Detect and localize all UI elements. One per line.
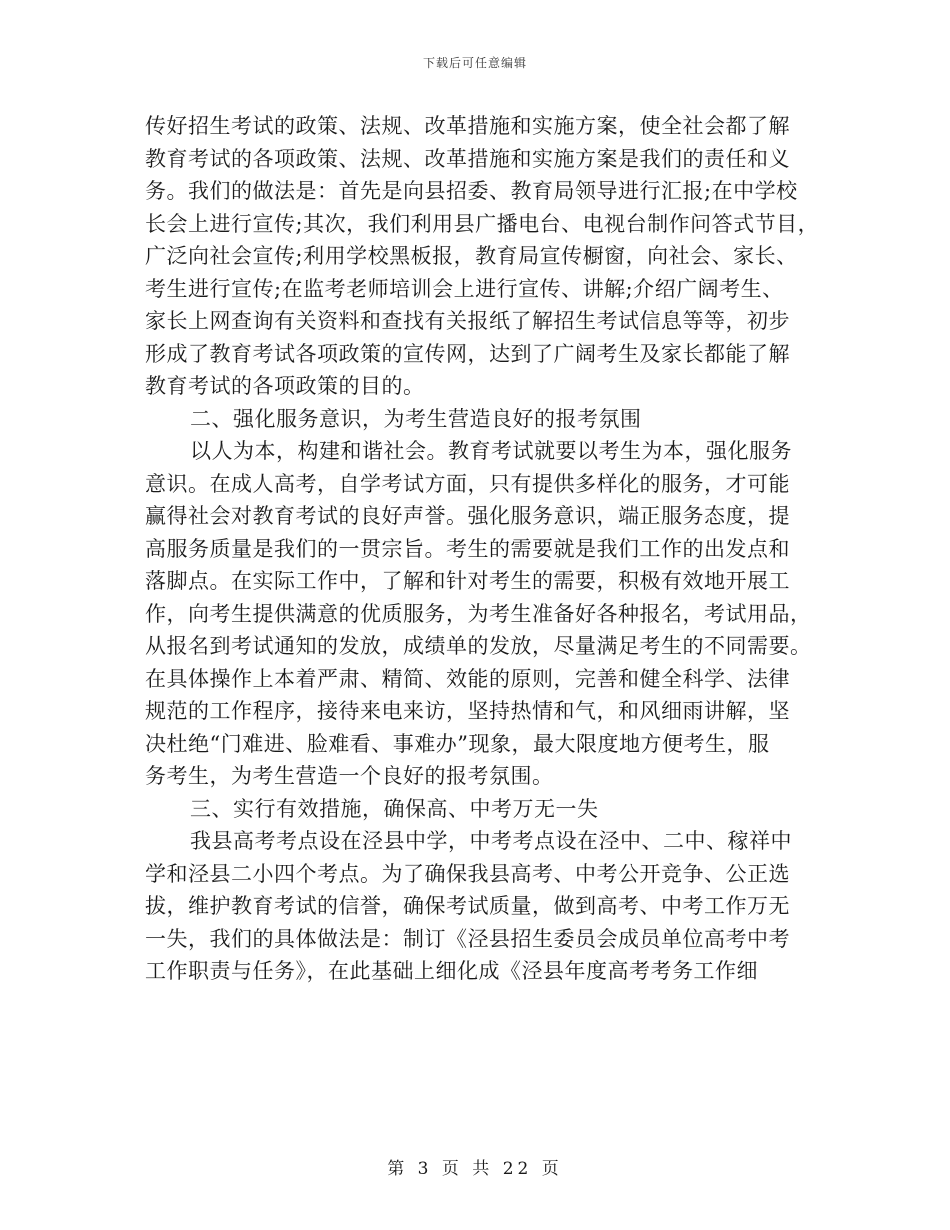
text-line: 作，向考生提供满意的优质服务，为考生准备好各种报名，考试用品， [145, 601, 812, 626]
text-line: 拔，维护教育考试的信誉，确保考试质量，做到高考、中考工作万无 [145, 894, 790, 918]
text-line: 二、强化服务意识，为考生营造良好的报考氛围 [190, 406, 642, 431]
text-line: 以人为本，构建和谐社会。教育考试就要以考生为本，强化服务 [190, 439, 792, 463]
text-line: 教育考试的各项政策、法规、改革措施和实施方案是我们的责任和义 [145, 146, 790, 171]
text-line: 三、实行有效措施，确保高、中考万无一失 [190, 796, 599, 821]
text-line: 广泛向社会宣传;利用学校黑板报，教育局宣传橱窗，向社会、家长、 [145, 244, 798, 268]
page-header: 下载后可任意编辑 [422, 56, 527, 70]
text-line: 一失，我们的具体做法是：制订《泾县招生委员会成员单位高考中考 [145, 926, 790, 951]
text-line: 长会上进行宣传;其次，我们利用县广播电台、电视台制作问答式节目， [145, 211, 820, 236]
text-line: 规范的工作程序，接待来电来访，坚持热情和气，和风细雨讲解，坚 [145, 699, 790, 723]
text-line: 我县高考考点设在泾县中学，中考考点设在泾中、二中、稼祥中 [190, 829, 792, 853]
text-line: 落脚点。在实际工作中，了解和针对考生的需要，积极有效地开展工 [145, 569, 790, 593]
text-line: 决杜绝“门难进、脸难看、事难办”现象，最大限度地方便考生，服 [145, 731, 770, 756]
text-line: 高服务质量是我们的一贯宗旨。考生的需要就是我们工作的出发点和 [145, 536, 790, 561]
text-line: 家长上网查询有关资料和查找有关报纸了解招生考试信息等等，初步 [145, 309, 790, 333]
text-line: 在具体操作上本着严肃、精简、效能的原则，完善和健全科学、法律 [145, 666, 790, 691]
text-line: 意识。在成人高考，自学考试方面，只有提供多样化的服务，才可能 [145, 471, 790, 496]
text-line: 传好招生考试的政策、法规、改革措施和实施方案，使全社会都了解 [145, 114, 790, 138]
text-line: 学和泾县二小四个考点。为了确保我县高考、中考公开竞争、公正选 [145, 861, 790, 886]
text-line: 工作职责与任务》，在此基础上细化成《泾县年度高考考务工作细 [145, 959, 758, 983]
text-line: 务考生，为考生营造一个良好的报考氛围。 [145, 764, 554, 788]
page-number: 第 3 页 共 22 页 [387, 1159, 563, 1179]
text-line: 教育考试的各项政策的目的。 [145, 374, 425, 398]
text-line: 形成了教育考试各项政策的宣传网，达到了广阔考生及家长都能了解 [145, 341, 790, 366]
text-line: 考生进行宣传;在监考老师培训会上进行宣传、讲解;介绍广阔考生、 [145, 276, 784, 301]
text-line: 赢得社会对教育考试的良好声誉。强化服务意识，端正服务态度，提 [145, 504, 790, 528]
text-line: 务。我们的做法是：首先是向县招委、教育局领导进行汇报;在中学校 [145, 179, 798, 203]
text-line: 从报名到考试通知的发放，成绩单的发放，尽量满足考生的不同需要。 [145, 634, 812, 658]
document-body [145, 110, 820, 988]
